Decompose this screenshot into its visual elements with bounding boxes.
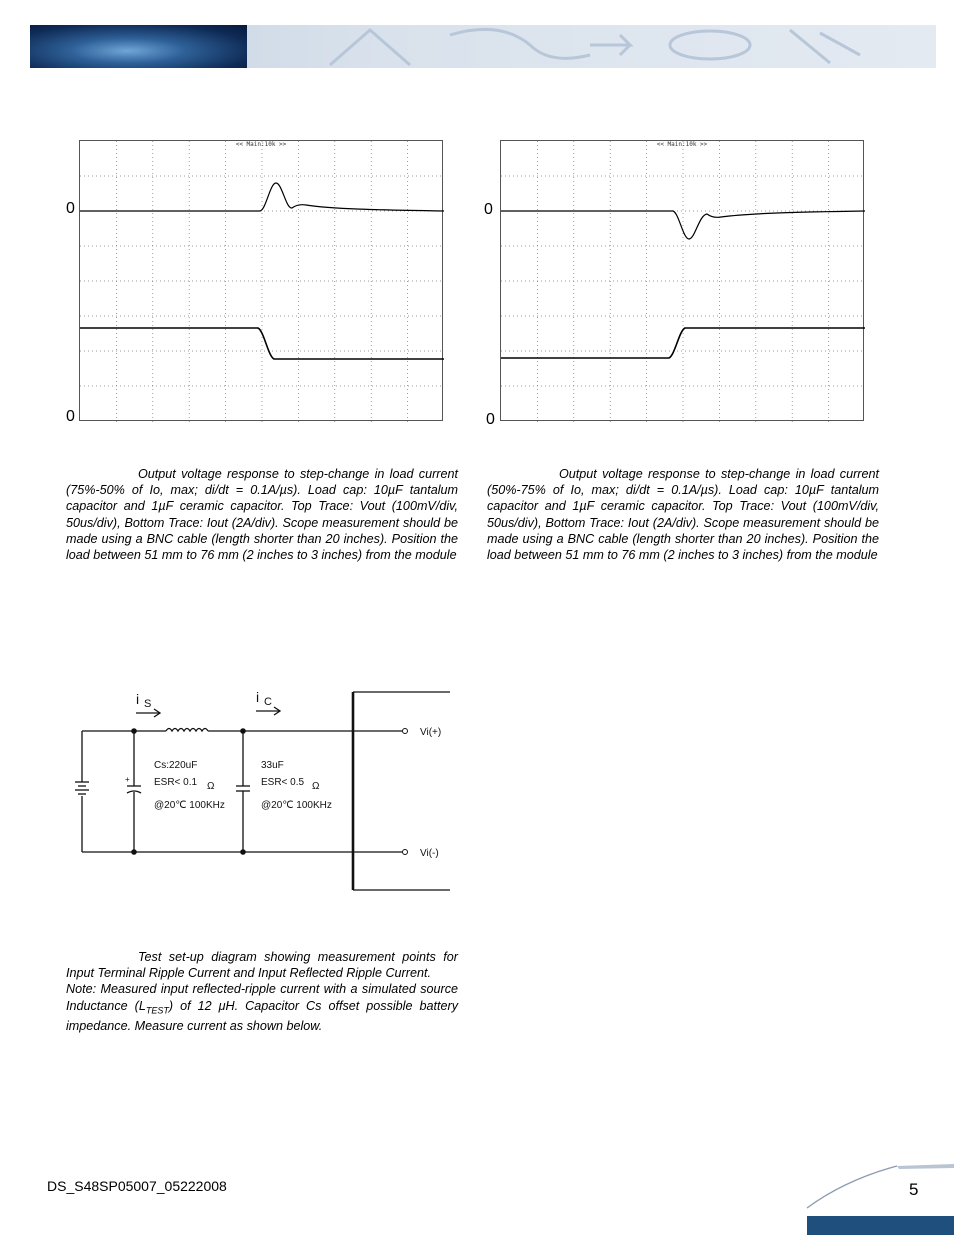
document-id: DS_S48SP05007_05222008 bbox=[47, 1178, 227, 1194]
scope-waveforms bbox=[80, 141, 444, 422]
c2-ohm-symbol: Ω bbox=[312, 781, 320, 792]
current-is-label: i bbox=[136, 691, 140, 707]
trace-zero-marker-top: 0 bbox=[66, 200, 75, 217]
current-ic-label: i bbox=[256, 689, 260, 705]
current-is-subscript: S bbox=[144, 698, 152, 710]
header-banner bbox=[30, 25, 936, 68]
figure-caption-load-step-up: Output voltage response to step-change in load current (50%-75% of Io, max; di/dt = 0.1A/µs). Load cap: 10µF tantalum capacitor and 1µF ceramic capacitor. Top Trace: Vout (100mV/div, 50us/div), Bottom Trace: Iout (2A/div). Scope measurement should be made using a BNC cable (length shorter than 20 inches). Position the load between 51 mm to 76 mm (2 inches to 3 inches) from the module bbox=[487, 467, 879, 563]
cs-test-condition: @20℃ 100KHz bbox=[154, 800, 225, 811]
circuit-note-subscript: TEST bbox=[145, 1005, 169, 1016]
c2-capacitance: 33uF bbox=[261, 760, 284, 771]
cs-capacitance: Cs:220uF bbox=[154, 760, 198, 771]
scope-plot-load-step-down bbox=[79, 140, 443, 421]
figure-caption-load-step-down: Output voltage response to step-change in load current (75%-50% of Io, max; di/dt = 0.1A/µs). Load cap: 10µF tantalum capacitor and 1µF ceramic capacitor. Top Trace: Vout (100mV/div, 50us/div), Bottom Trace: Iout (2A/div). Scope measurement should be made using a BNC cable (length shorter than 20 inches). Position the load between 51 mm to 76 mm (2 inches to 3 inches) from the module bbox=[66, 467, 458, 563]
current-ic-subscript: C bbox=[264, 696, 272, 708]
scope-screen-label: << Main:10k >> bbox=[235, 141, 287, 148]
c2-test-condition: @20℃ 100KHz bbox=[261, 800, 332, 811]
circuit-note: Note: Measured input reflected-ripple current with a simulated source Inductance (L bbox=[66, 982, 458, 1013]
cs-esr: ESR< 0.1 bbox=[154, 777, 198, 788]
trace-zero-marker-top: 0 bbox=[484, 201, 493, 218]
scope-waveforms bbox=[501, 141, 865, 422]
vin-negative-label: Vi(-) bbox=[420, 848, 439, 859]
footer-corner-graphic bbox=[805, 1160, 954, 1235]
page-number: 5 bbox=[909, 1180, 919, 1199]
cs-ohm-symbol: Ω bbox=[207, 781, 215, 792]
trace-zero-marker-bottom: 0 bbox=[66, 408, 75, 425]
cs-plus-sign: + bbox=[125, 775, 130, 784]
test-setup-circuit-diagram bbox=[70, 684, 452, 896]
circuit-caption: Test set-up diagram showing measurement points for Input Terminal Ripple Current and Input Reflected Ripple Current. Note: Measured input reflected-ripple current with a simulated source Inductance $(L_{TEST})$ of 12 μH. Capacitor Cs offset possible battery impedance. Measure current as shown below. bbox=[66, 950, 458, 1034]
c2-esr: ESR< 0.5 bbox=[261, 777, 305, 788]
scope-plot-load-step-up bbox=[500, 140, 864, 421]
circuit-banner-icon bbox=[30, 25, 936, 68]
vin-positive-label: Vi(+) bbox=[420, 727, 442, 738]
scope-screen-label: << Main:10k >> bbox=[656, 141, 708, 148]
trace-zero-marker-bottom: 0 bbox=[486, 411, 495, 428]
